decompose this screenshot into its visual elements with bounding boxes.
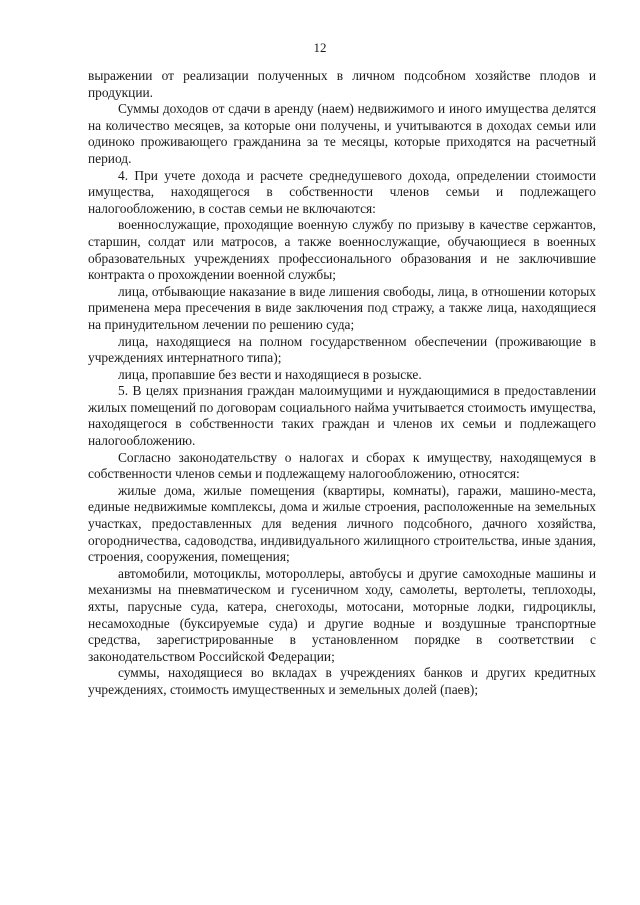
paragraph-missing-persons: лица, пропавшие без вести и находящиеся в розыске. xyxy=(118,366,422,382)
document-body xyxy=(88,68,596,699)
paragraph-real-estate: жилые дома, жилые помещения (квартиры, комнаты), гаражи, машино-места, единые недвижимые комплексы, дома и жилые строения, расположенные на земельных участках, предоставленных для ведения личного подсобного, дачного хозяйства, огородничества, садоводства, индивидуального жилищного строительства, иные здания, строения, сооружения, помещения; xyxy=(88,482,596,565)
paragraph-item-5: 5. В целях признания граждан малоимущими и нуждающимися в предоставлении жилых помещений по договорам социального найма учитывается стоимость имущества, находящегося в собственности таких граждан и членов их семьи и подлежащего налогообложению. xyxy=(88,383,596,449)
paragraph-vehicles: автомобили, мотоциклы, мотороллеры, автобусы и другие самоходные машины и механизмы на пневматическом и гусеничном ходу, самолеты, вертолеты, теплоходы, яхты, парусные суда, катера, снегоходы, мотосани, моторные лодки, гидроциклы, несамоходные (буксируемые суда) и другие водные и воздушные транспортные средства, зарегистрированные в установленном порядке в соответствии с законодательством Российской Федерации; xyxy=(88,565,596,664)
paragraph-continuation: выражении от реализации полученных в личном подсобном хозяйстве плодов и продукции. xyxy=(88,68,596,100)
paragraph-military-servicemen: военнослужащие, проходящие военную службу по призыву в качестве сержантов, старшин, солдат или матросов, а также военнослужащие, обучающиеся в военных образовательных учреждениях профессионального образования и не заключившие контракта о прохождении военной службы; xyxy=(88,217,596,283)
paragraph-taxable-property-intro: Согласно законодательству о налогах и сборах к имуществу, находящемуся в собственности членов семьи и подлежащему налогообложению, относятся: xyxy=(88,449,596,482)
page-number: 12 xyxy=(313,40,327,55)
paragraph-rental-income: Суммы доходов от сдачи в аренду (наем) недвижимого и иного имущества делятся на количество месяцев, за которые они получены, и учитываются в доходах семьи или одиноко проживающего гражданина за те месяцы, которые приходятся на расчетный период. xyxy=(88,101,596,166)
paragraph-imprisoned-persons: лица, отбывающие наказание в виде лишения свободы, лица, в отношении которых применена мера пресечения в виде заключения под стражу, а также лица, находящиеся на принудительном лечении по решению суда; xyxy=(88,283,596,332)
paragraph-state-supported-persons: лица, находящиеся на полном государственном обеспечении (проживающие в учреждениях интернатного типа); xyxy=(88,333,596,366)
paragraph-item-4: 4. При учете дохода и расчете среднедушевого дохода, определении стоимости имущества, находящегося в собственности членов семьи и подлежащего налогообложению, в состав семьи не включаются: xyxy=(88,167,596,216)
paragraph-bank-deposits: суммы, находящиеся во вкладах в учреждениях банков и других кредитных учреждениях, стоимость имущественных и земельных долей (паев); xyxy=(88,665,596,697)
